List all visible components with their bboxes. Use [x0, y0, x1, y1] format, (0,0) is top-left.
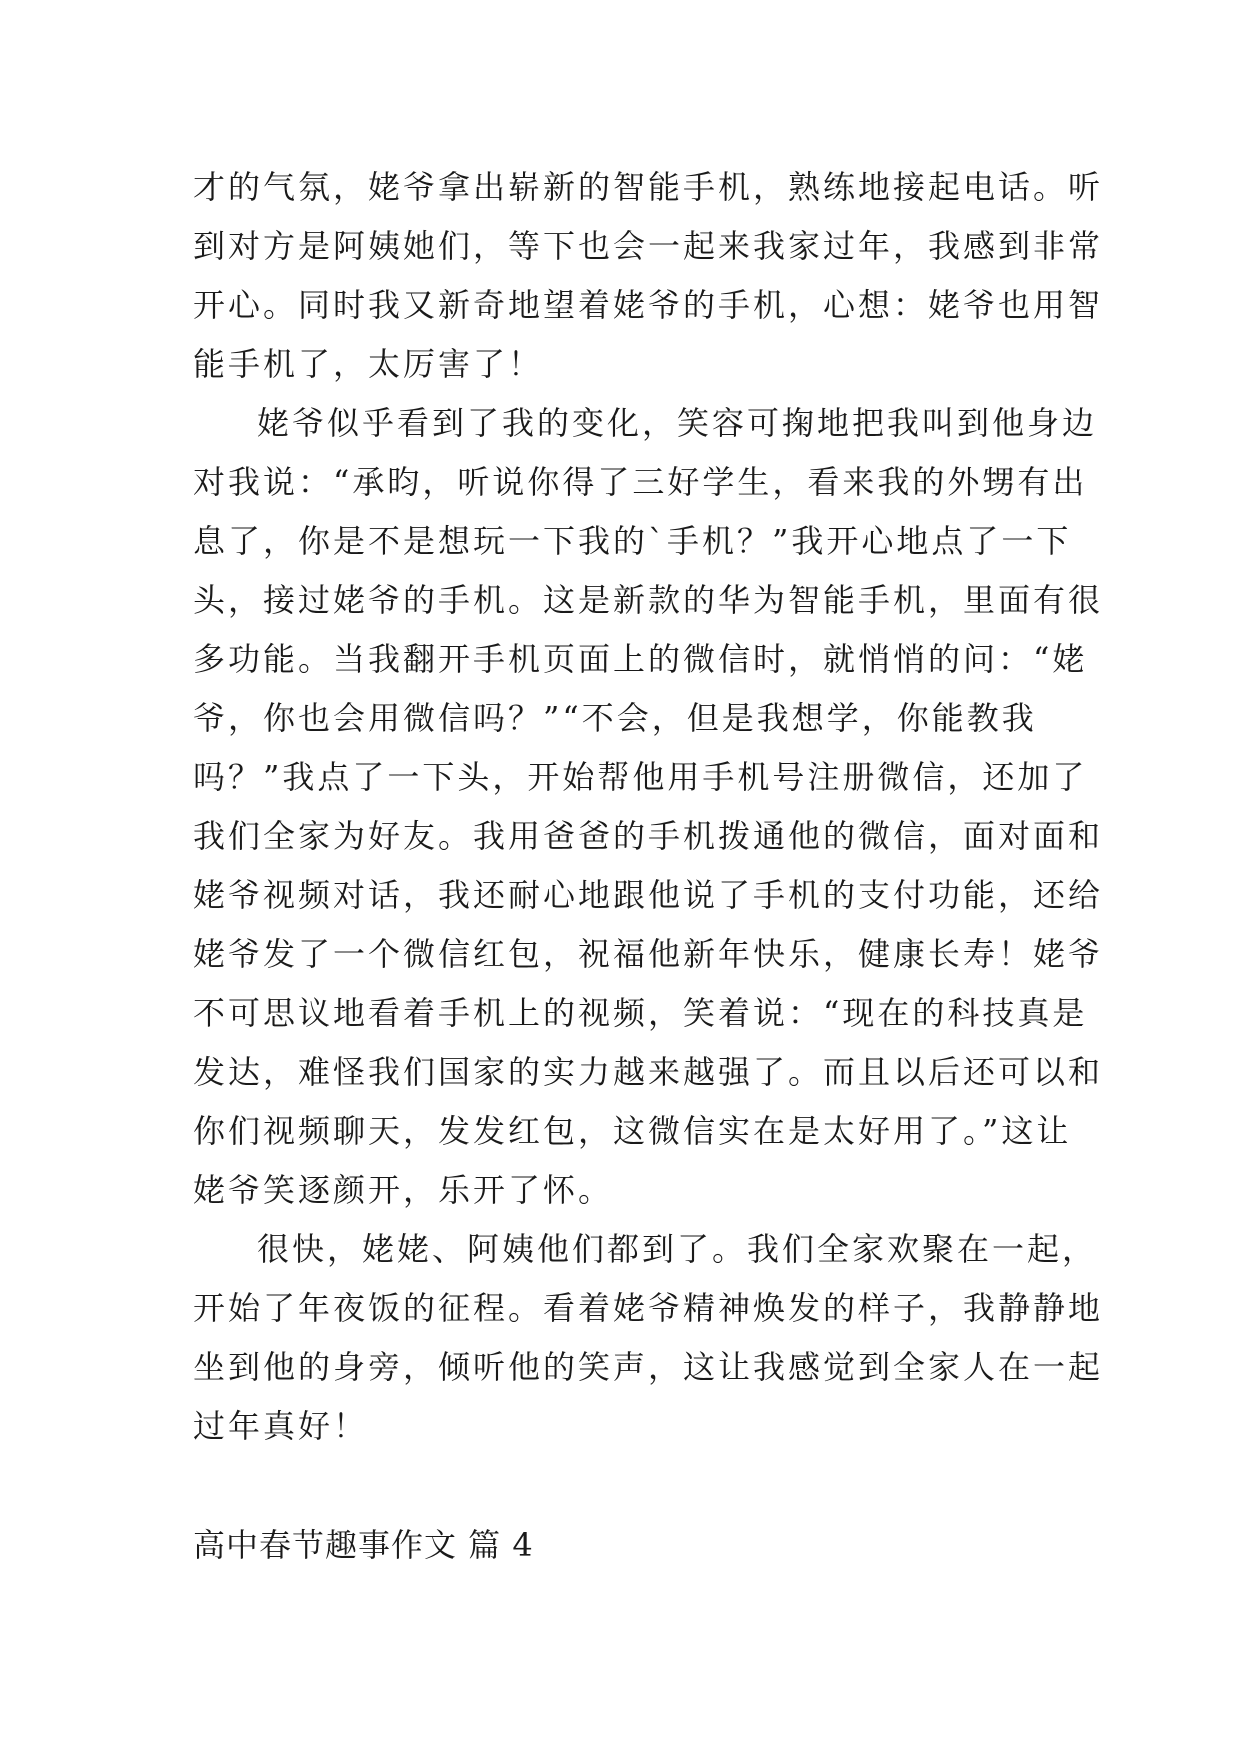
essay-body — [193, 158, 1104, 1456]
section-heading: 高中春节趣事作文 篇 4 — [193, 1526, 534, 1564]
text-line: 爷，你也会用微信吗？”“不会，但是我想学，你能教我 — [193, 699, 1037, 737]
paragraph-1 — [193, 158, 1104, 394]
text-line: 吗？”我点了一下头，开始帮他用手机号注册微信，还加了 — [193, 758, 1088, 796]
text-line: 姥爷发了一个微信红包，祝福他新年快乐，健康长寿！姥爷 — [193, 935, 1104, 973]
text-line: 到对方是阿姨她们，等下也会一起来我家过年，我感到非常 — [193, 227, 1104, 265]
text-line: 息了，你是不是想玩一下我的`手机？”我开心地点了一下 — [193, 522, 1072, 560]
text-line: 发达，难怪我们国家的实力越来越强了。而且以后还可以和 — [193, 1053, 1104, 1091]
paragraph-3 — [193, 1220, 1104, 1456]
text-line: 姥爷视频对话，我还耐心地跟他说了手机的支付功能，还给 — [193, 876, 1104, 914]
text-line: 能手机了，太厉害了！ — [193, 345, 544, 383]
text-line: 姥爷笑逐颜开，乐开了怀。 — [193, 1171, 614, 1209]
text-line: 过年真好！ — [193, 1407, 369, 1445]
text-line: 头，接过姥爷的手机。这是新款的华为智能手机，里面有很 — [193, 581, 1104, 619]
text-line: 才的气氛，姥爷拿出崭新的智能手机，熟练地接起电话。听 — [193, 168, 1104, 206]
text-line: 姥爷似乎看到了我的变化，笑容可掬地把我叫到他身边 — [257, 404, 1098, 442]
text-line: 开心。同时我又新奇地望着姥爷的手机，心想：姥爷也用智 — [193, 286, 1104, 324]
text-line: 坐到他的身旁，倾听他的笑声，这让我感觉到全家人在一起 — [193, 1348, 1104, 1386]
paragraph-2 — [193, 394, 1104, 1220]
text-line: 我们全家为好友。我用爸爸的手机拨通他的微信，面对面和 — [193, 817, 1104, 855]
text-line: 对我说：“承昀，听说你得了三好学生，看来我的外甥有出 — [193, 463, 1088, 501]
text-line: 多功能。当我翻开手机页面上的微信时，就悄悄的问：“姥 — [193, 640, 1088, 678]
text-line: 开始了年夜饭的征程。看着姥爷精神焕发的样子，我静静地 — [193, 1289, 1104, 1327]
text-line: 很快，姥姥、阿姨他们都到了。我们全家欢聚在一起， — [257, 1230, 1098, 1268]
text-line: 不可思议地看着手机上的视频，笑着说：“现在的科技真是 — [193, 994, 1088, 1032]
text-line: 你们视频聊天，发发红包，这微信实在是太好用了。”这让 — [193, 1112, 1072, 1150]
